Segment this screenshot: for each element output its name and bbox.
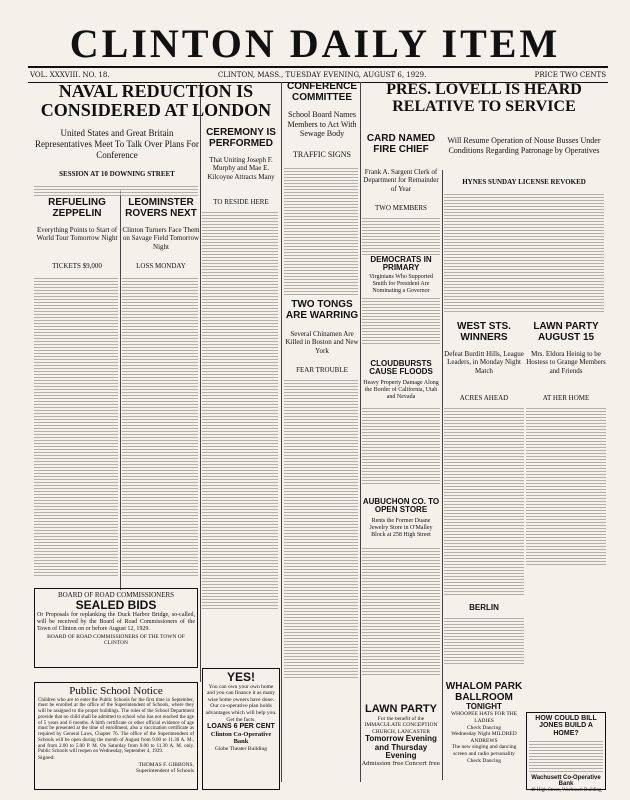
- weststs-body: [444, 406, 524, 596]
- column-rule: [442, 170, 443, 780]
- school-notice-signed: Signed:: [38, 755, 55, 762]
- sealed-text: Or Proposals for replanking the Duck Harbor Bridge, so-called, will be received by the Board of Road Commissioners of the Town of Clinton on or before August 12, 1929.: [37, 611, 195, 633]
- berlin-body: [444, 616, 524, 666]
- price: PRICE TWO CENTS: [534, 71, 606, 79]
- lovell-headline: PRES. LOVELL IS HEARD RELATIVE TO SERVICE: [386, 81, 582, 115]
- school-notice-text: Children who are to enter the Public Schools for the first time in September, must be enrolled at the office of the Superintendent of Schools, where they will be assigned to the proper buildings. The rules of the School Department provide that no child shall be admitted to school who has not reached the age of 5 years and 6 months. A birth certificate or other official evidence of age must be presented at the time of enrollment, also a vaccination certificate as required by General Laws, Chapter 76. The office of the Superintendent of Schools will be open during the month of August from 9.00 to 11.30 A. M., and from 2.00 to 5.00 P. M. On Saturday from 9.00 to 11.30 A. M. only. Public Schools will reopen on Wednesday, September 4, 1929.: [38, 697, 194, 755]
- lawn-ad-title: LAWN PARTY: [365, 703, 437, 715]
- zeppelin-sub: TICKETS $9,000: [52, 262, 102, 270]
- tongs-deck: Several Chinamen Are Killed in Boston and New York: [285, 330, 359, 355]
- weststs-deck: Defeat Burditt Hills, League Leaders, in Monday Night Match: [444, 350, 524, 375]
- conference-headline: CONFERENCE COMMITTEE: [286, 81, 357, 103]
- naval-headline: NAVAL REDUCTION IS CONSIDERED AT LONDON: [40, 81, 272, 120]
- sealed-title: SEALED BIDS: [75, 598, 157, 613]
- lovell-sub: HYNES SUNDAY LICENSE REVOKED: [462, 178, 586, 186]
- lawnparty-body: [526, 406, 606, 566]
- chief-headline: CARD NAMED FIRE CHIEF: [366, 133, 436, 155]
- naval-body: [34, 184, 198, 196]
- cloudbursts-body: [362, 406, 440, 486]
- masthead: CLINTON DAILY ITEM: [69, 21, 561, 66]
- rovers-deck: Clinton Turners Face Them on Savage Field Tomorrow Night: [122, 226, 200, 251]
- school-notice-name: THOMAS F. GIBBONS,: [138, 761, 194, 768]
- chief-sub: TWO MEMBERS: [375, 204, 427, 212]
- lovell-deck: Will Resume Operation of Nouse Busses Under Conditions Regarding Patronage by Operatives: [447, 136, 601, 155]
- whalom-whoopee: WHOOPEE HATS FOR THE LADIES: [450, 711, 518, 724]
- weststs-headline: WEST STS. WINNERS: [457, 321, 511, 343]
- lawn-ad-when: Tomorrow Evening and Thursday Evening: [365, 734, 437, 761]
- zeppelin-headline: REFUELING ZEPPELIN: [48, 197, 106, 219]
- aubuchon-headline: AUBUCHON CO. TO OPEN STORE: [362, 497, 440, 515]
- democrats-body: [362, 296, 440, 346]
- whalom-title: WHALOM PARK BALLROOM: [445, 681, 523, 703]
- bank-ad-title: YES!: [226, 670, 255, 684]
- conference-sub: TRAFFIC SIGNS: [292, 150, 351, 159]
- tongs-body: [284, 378, 358, 678]
- zeppelin-body: [34, 276, 118, 576]
- whalom-check: Check Dancing: [466, 724, 502, 731]
- aubuchon-body: [362, 546, 440, 676]
- berlin-heading: BERLIN: [469, 603, 499, 612]
- ceremony-headline: CEREMONY IS PERFORMED: [206, 127, 276, 149]
- whalom-wed: Wednesday Night MILDRED ANDREWS: [451, 731, 517, 744]
- naval-deck: United States and Great Britain Representatives Meet To Talk Over Plans For Conference: [35, 128, 199, 160]
- lovell-body: [444, 192, 604, 312]
- school-notice: [34, 682, 198, 790]
- cloudbursts-headline: CLOUDBURSTS CAUSE FLOODS: [369, 359, 433, 377]
- lawn-ad-concert: Concert free: [404, 760, 440, 767]
- whalom-new: The new singing and dancing screen and radio personality: [451, 744, 517, 757]
- sealed-sign: BOARD OF ROAD COMMISSIONERS OF THE TOWN OF CLINTON: [47, 633, 185, 647]
- rovers-sub: LOSS MONDAY: [136, 262, 186, 270]
- volume-number: VOL. XXXVIII. NO. 18.: [30, 71, 110, 79]
- weststs-sub: ACRES AHEAD: [459, 394, 509, 402]
- rovers-body: [122, 276, 198, 576]
- place-date: CLINTON, MASS., TUESDAY EVENING, AUGUST 6, 1929.: [217, 71, 427, 79]
- bank-ad-bank: Clinton Co-Operative Bank: [210, 730, 272, 746]
- bank-ad-address: Globe Theater Building: [214, 746, 268, 753]
- conference-deck: School Board Names Members to Act With Sewage Body: [287, 110, 357, 139]
- lawn-ad-benefit: For the benefit of the IMMACULATE CONCEPTION CHURCH, LANCASTER: [364, 715, 438, 735]
- lawn-ad-admission: Admission free: [362, 760, 404, 767]
- bill-ad-title: HOW COULD BILL JONES BUILD A HOME?: [535, 715, 597, 737]
- bank-ad: [202, 668, 280, 790]
- column-rule: [360, 82, 361, 782]
- naval-sub: SESSION AT 10 DOWNING STREET: [59, 170, 175, 178]
- ceremony-body: [202, 210, 278, 610]
- lawn-ad-footer: [362, 761, 440, 767]
- cloudbursts-deck: Heavy Property Damage Along the Border of California, Utah and Nevada: [363, 380, 439, 401]
- school-notice-title2: Superintendent of Schools: [135, 768, 194, 775]
- bill-ad-address: 40 High Street, Wachusett Building: [530, 787, 602, 793]
- lawn-party-ad: [362, 704, 440, 790]
- lawnparty-sub: AT HER HOME: [542, 394, 590, 402]
- conference-body: [284, 166, 358, 296]
- ceremony-deck: That Uniting Joseph F. Murphy and Mae E. Kilcoyne Attracts Many: [207, 156, 275, 181]
- ceremony-sub: TO RESIDE HERE: [213, 198, 269, 206]
- column-rule: [281, 82, 282, 782]
- tongs-sub: FEAR TROUBLE: [296, 366, 348, 374]
- column-rule: [200, 82, 201, 682]
- tongs-headline: TWO TONGS ARE WARRING: [285, 299, 359, 321]
- whalom-ad: [444, 682, 524, 790]
- bill-ad-body: [529, 739, 603, 773]
- bill-jones-ad: [526, 712, 606, 793]
- rovers-headline: LEOMINSTER ROVERS NEXT: [125, 197, 197, 219]
- column-rule: [120, 190, 121, 590]
- bank-ad-text: You can own your own home and you can finance it as many wise home owners have done. Our co-operative plan holds advantages which will help you. Get the facts.: [205, 683, 277, 723]
- lawnparty-deck: Mrs. Eldora Heinig to be Hostess to Grange Members and Friends: [526, 350, 606, 375]
- zeppelin-deck: Everything Points to Start of World Tour Tomorrow Night: [36, 226, 118, 243]
- bill-ad-bank: Wachusett Co-Operative Bank: [531, 775, 601, 788]
- school-notice-title: Public School Notice: [69, 685, 163, 697]
- whalom-check2: Check Dancing: [466, 757, 502, 764]
- chief-deck: Frank A. Sargent Clerk of Department for Remainder of Year: [363, 168, 439, 193]
- chief-body: [362, 216, 440, 256]
- democrats-headline: DEMOCRATS IN PRIMARY: [370, 255, 432, 273]
- sealed-bids-notice: [34, 588, 198, 668]
- aubuchon-deck: Rents the Former Duane Jewelry Store in O'Malley Block at 258 High Street: [369, 518, 433, 539]
- bank-ad-loans: LOANS 6 PER CENT: [207, 723, 275, 731]
- democrats-deck: Virginians Who Supported Smith for President Are Nominating a Governor: [368, 274, 434, 295]
- sealed-org: BOARD OF ROAD COMMISSIONERS: [57, 591, 175, 599]
- whalom-tonight: TONIGHT: [466, 702, 502, 711]
- lawnparty-headline: LAWN PARTY AUGUST 15: [533, 321, 599, 343]
